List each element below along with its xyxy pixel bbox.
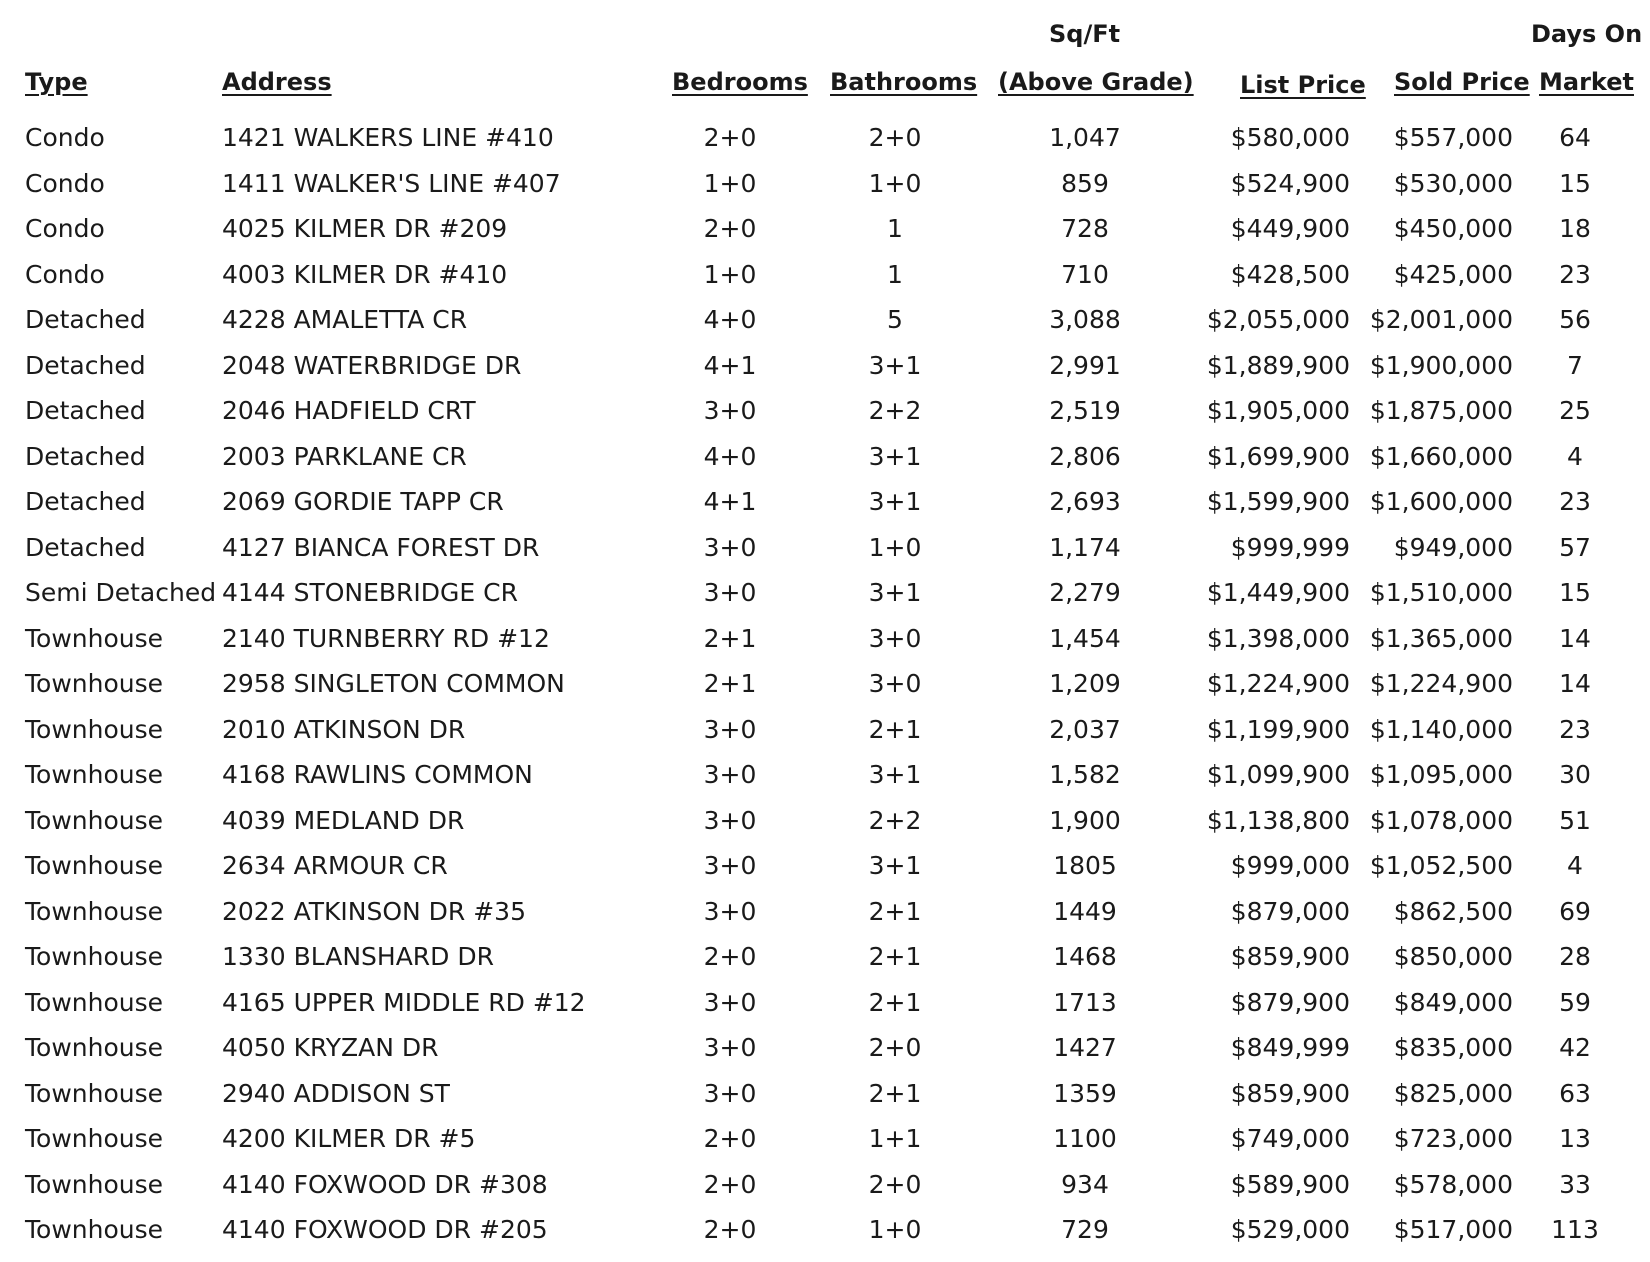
cell-type: Townhouse [25, 714, 164, 744]
cell-address: 4003 KILMER DR #410 [222, 259, 508, 289]
cell-days-on-market: 15 [1559, 578, 1591, 607]
cell-address: 2003 PARKLANE CR [222, 441, 467, 471]
cell-sold-price: $530,000 [1393, 168, 1513, 198]
cell-sold-price: $1,095,000 [1369, 760, 1513, 789]
cell-type: Townhouse [25, 1124, 164, 1153]
header-sold-price: Sold Price [1394, 68, 1530, 96]
cell-days-on-market: 113 [1551, 1215, 1599, 1244]
table-row [0, 252, 1650, 298]
cell-bedrooms: 3+0 [703, 532, 757, 562]
cell-bedrooms: 3+0 [703, 1033, 757, 1062]
cell-days-on-market: 30 [1559, 760, 1591, 789]
cell-list-price: $849,999 [1230, 1033, 1350, 1062]
cell-bedrooms: 4+1 [703, 350, 757, 380]
table-row [0, 297, 1650, 343]
cell-sqft: 729 [1061, 1215, 1109, 1244]
cell-sold-price: $723,000 [1393, 1124, 1513, 1153]
cell-address: 2634 ARMOUR CR [222, 851, 448, 880]
cell-sqft: 1,582 [1049, 760, 1121, 789]
cell-bedrooms: 4+0 [703, 305, 757, 334]
cell-type: Detached [25, 350, 146, 380]
header-sqft-line2: (Above Grade) [998, 68, 1194, 96]
table-row [0, 161, 1650, 207]
cell-days-on-market: 23 [1559, 487, 1591, 516]
cell-type: Townhouse [25, 851, 164, 880]
cell-type: Townhouse [25, 896, 164, 926]
cell-bedrooms: 3+0 [703, 851, 757, 880]
table-row [0, 707, 1650, 753]
table-row [0, 1025, 1650, 1071]
cell-sqft: 3,088 [1049, 305, 1121, 334]
cell-days-on-market: 33 [1559, 1169, 1591, 1199]
cell-bathrooms: 2+0 [868, 1169, 922, 1199]
cell-sqft: 1359 [1053, 1078, 1117, 1108]
cell-days-on-market: 13 [1559, 1124, 1591, 1153]
cell-bathrooms: 1 [887, 259, 903, 289]
header-dom-line2: Market [1539, 68, 1634, 96]
table-row [0, 434, 1650, 480]
cell-bathrooms: 1+0 [868, 1215, 922, 1244]
cell-sqft: 1,174 [1049, 532, 1121, 562]
cell-address: 4140 FOXWOOD DR #308 [222, 1169, 548, 1199]
cell-bathrooms: 3+0 [868, 623, 922, 653]
cell-list-price: $428,500 [1230, 259, 1350, 289]
cell-list-price: $999,999 [1230, 532, 1350, 562]
header-dom-line1: Days On [1531, 20, 1643, 48]
cell-type: Townhouse [25, 669, 164, 698]
table-row [0, 1207, 1650, 1253]
cell-address: 4140 FOXWOOD DR #205 [222, 1215, 548, 1244]
cell-address: 2069 GORDIE TAPP CR [222, 487, 504, 516]
table-row [0, 661, 1650, 707]
cell-type: Condo [25, 123, 105, 152]
cell-list-price: $1,199,900 [1206, 714, 1350, 744]
cell-sold-price: $1,052,500 [1369, 851, 1513, 880]
cell-sold-price: $1,510,000 [1369, 578, 1513, 607]
cell-type: Detached [25, 396, 146, 425]
cell-days-on-market: 4 [1567, 441, 1583, 471]
cell-bedrooms: 2+1 [703, 669, 757, 698]
cell-bedrooms: 3+0 [703, 987, 757, 1017]
cell-sold-price: $1,660,000 [1369, 441, 1513, 471]
cell-sqft: 1449 [1053, 896, 1117, 926]
cell-sold-price: $862,500 [1393, 896, 1513, 926]
cell-type: Townhouse [25, 760, 164, 789]
cell-sqft: 728 [1061, 214, 1109, 243]
cell-list-price: $1,398,000 [1206, 623, 1350, 653]
header-sqft-line1: Sq/Ft [1049, 20, 1121, 48]
cell-bathrooms: 3+1 [868, 760, 922, 789]
cell-days-on-market: 64 [1559, 123, 1591, 152]
cell-bedrooms: 3+0 [703, 805, 757, 835]
cell-address: 1330 BLANSHARD DR [222, 942, 494, 971]
cell-sqft: 859 [1061, 168, 1109, 198]
cell-type: Townhouse [25, 1033, 164, 1062]
cell-address: 2940 ADDISON ST [222, 1078, 450, 1108]
cell-list-price: $1,889,900 [1206, 350, 1350, 380]
cell-type: Condo [25, 214, 105, 243]
cell-days-on-market: 59 [1559, 987, 1591, 1017]
cell-days-on-market: 4 [1567, 851, 1583, 880]
header-bathrooms: Bathrooms [830, 68, 978, 96]
cell-sqft: 1713 [1053, 987, 1117, 1017]
table-row [0, 1116, 1650, 1162]
cell-list-price: $589,900 [1230, 1169, 1350, 1199]
cell-days-on-market: 63 [1559, 1078, 1591, 1108]
cell-list-price: $1,599,900 [1206, 487, 1350, 516]
cell-bathrooms: 1+0 [868, 532, 922, 562]
cell-sqft: 1468 [1053, 942, 1117, 971]
cell-bathrooms: 3+1 [868, 578, 922, 607]
cell-days-on-market: 14 [1559, 623, 1591, 653]
cell-bedrooms: 2+0 [703, 214, 757, 243]
cell-address: 2010 ATKINSON DR [222, 714, 466, 744]
cell-sqft: 2,037 [1049, 714, 1121, 744]
cell-address: 4228 AMALETTA CR [222, 305, 468, 334]
cell-bathrooms: 2+2 [868, 396, 922, 425]
cell-address: 1411 WALKER'S LINE #407 [222, 168, 561, 198]
table-row [0, 843, 1650, 889]
cell-bedrooms: 2+0 [703, 1215, 757, 1244]
cell-address: 2046 HADFIELD CRT [222, 396, 476, 425]
cell-bathrooms: 3+1 [868, 441, 922, 471]
table-row [0, 1071, 1650, 1117]
cell-list-price: $749,000 [1230, 1124, 1350, 1153]
cell-sold-price: $949,000 [1393, 532, 1513, 562]
cell-sqft: 934 [1061, 1169, 1109, 1199]
table-row [0, 525, 1650, 571]
cell-list-price: $1,699,900 [1206, 441, 1350, 471]
cell-sold-price: $1,224,900 [1369, 669, 1513, 698]
cell-type: Townhouse [25, 805, 164, 835]
cell-bathrooms: 2+1 [868, 1078, 922, 1108]
cell-sold-price: $1,875,000 [1369, 396, 1513, 425]
cell-days-on-market: 28 [1559, 942, 1591, 971]
table-row [0, 752, 1650, 798]
cell-sqft: 1,900 [1049, 805, 1121, 835]
cell-address: 2140 TURNBERRY RD #12 [222, 623, 550, 653]
table-row [0, 889, 1650, 935]
table-row [0, 980, 1650, 1026]
cell-days-on-market: 69 [1559, 896, 1591, 926]
cell-sqft: 1805 [1053, 851, 1117, 880]
cell-sqft: 2,279 [1049, 578, 1121, 607]
cell-bedrooms: 4+1 [703, 487, 757, 516]
cell-address: 4039 MEDLAND DR [222, 805, 465, 835]
cell-bathrooms: 2+1 [868, 987, 922, 1017]
cell-bedrooms: 1+0 [703, 259, 757, 289]
cell-bedrooms: 2+0 [703, 123, 757, 152]
cell-days-on-market: 23 [1559, 259, 1591, 289]
cell-list-price: $524,900 [1230, 168, 1350, 198]
table-row [0, 388, 1650, 434]
cell-sold-price: $517,000 [1393, 1215, 1513, 1244]
table-row [0, 1162, 1650, 1208]
cell-list-price: $580,000 [1230, 123, 1350, 152]
cell-sold-price: $825,000 [1393, 1078, 1513, 1108]
cell-sold-price: $1,600,000 [1369, 487, 1513, 516]
cell-days-on-market: 14 [1559, 669, 1591, 698]
cell-type: Detached [25, 305, 146, 334]
cell-address: 1421 WALKERS LINE #410 [222, 123, 554, 152]
cell-sold-price: $1,078,000 [1369, 805, 1513, 835]
cell-list-price: $449,900 [1230, 214, 1350, 243]
cell-sqft: 2,806 [1049, 441, 1121, 471]
cell-sold-price: $849,000 [1393, 987, 1513, 1017]
table-row [0, 570, 1650, 616]
cell-bathrooms: 3+1 [868, 487, 922, 516]
cell-address: 4200 KILMER DR #5 [222, 1124, 476, 1153]
cell-type: Townhouse [25, 1215, 164, 1244]
cell-list-price: $1,138,800 [1206, 805, 1350, 835]
cell-bathrooms: 2+2 [868, 805, 922, 835]
table-row [0, 798, 1650, 844]
cell-type: Townhouse [25, 1169, 164, 1199]
cell-bedrooms: 2+0 [703, 1169, 757, 1199]
cell-bedrooms: 4+0 [703, 441, 757, 471]
header-address: Address [222, 68, 332, 96]
cell-address: 4144 STONEBRIDGE CR [222, 578, 518, 607]
cell-list-price: $879,900 [1230, 987, 1350, 1017]
cell-list-price: $859,900 [1230, 942, 1350, 971]
cell-sold-price: $1,365,000 [1369, 623, 1513, 653]
cell-list-price: $859,900 [1230, 1078, 1350, 1108]
cell-bathrooms: 2+0 [868, 1033, 922, 1062]
cell-sold-price: $425,000 [1393, 259, 1513, 289]
cell-bedrooms: 2+0 [703, 1124, 757, 1153]
cell-sqft: 1,209 [1049, 669, 1121, 698]
cell-list-price: $1,224,900 [1206, 669, 1350, 698]
cell-bedrooms: 3+0 [703, 760, 757, 789]
cell-sqft: 1100 [1053, 1124, 1117, 1153]
cell-address: 4168 RAWLINS COMMON [222, 760, 533, 789]
cell-type: Townhouse [25, 623, 164, 653]
cell-bedrooms: 3+0 [703, 1078, 757, 1108]
cell-sold-price: $1,900,000 [1369, 350, 1513, 380]
cell-address: 4165 UPPER MIDDLE RD #12 [222, 987, 586, 1017]
cell-sold-price: $557,000 [1393, 123, 1513, 152]
cell-sqft: 2,693 [1049, 487, 1121, 516]
cell-bathrooms: 1 [887, 214, 903, 243]
table-row [0, 934, 1650, 980]
cell-type: Condo [25, 168, 105, 198]
header-type: Type [25, 68, 88, 96]
cell-sqft: 1,047 [1049, 123, 1121, 152]
cell-bathrooms: 2+1 [868, 714, 922, 744]
table-row [0, 115, 1650, 161]
cell-days-on-market: 15 [1559, 168, 1591, 198]
cell-bedrooms: 1+0 [703, 168, 757, 198]
cell-address: 4127 BIANCA FOREST DR [222, 532, 540, 562]
cell-bathrooms: 3+1 [868, 851, 922, 880]
cell-list-price: $529,000 [1230, 1215, 1350, 1244]
cell-sold-price: $450,000 [1393, 214, 1513, 243]
cell-address: 2958 SINGLETON COMMON [222, 669, 565, 698]
cell-sold-price: $1,140,000 [1369, 714, 1513, 744]
cell-bedrooms: 2+1 [703, 623, 757, 653]
cell-address: 4025 KILMER DR #209 [222, 214, 508, 243]
cell-type: Detached [25, 532, 146, 562]
table-row [0, 343, 1650, 389]
table-row [0, 206, 1650, 252]
cell-days-on-market: 51 [1559, 805, 1591, 835]
cell-days-on-market: 42 [1559, 1033, 1591, 1062]
cell-bathrooms: 1+0 [868, 168, 922, 198]
cell-days-on-market: 7 [1567, 350, 1583, 380]
cell-days-on-market: 56 [1559, 305, 1591, 334]
cell-type: Detached [25, 441, 146, 471]
cell-sold-price: $578,000 [1393, 1169, 1513, 1199]
cell-type: Condo [25, 259, 105, 289]
cell-days-on-market: 23 [1559, 714, 1591, 744]
cell-bathrooms: 3+1 [868, 350, 922, 380]
cell-bathrooms: 2+0 [868, 123, 922, 152]
cell-address: 2022 ATKINSON DR #35 [222, 896, 526, 926]
cell-sqft: 710 [1061, 259, 1109, 289]
table-row [0, 479, 1650, 525]
cell-list-price: $1,099,900 [1206, 760, 1350, 789]
cell-sqft: 2,991 [1049, 350, 1121, 380]
table-row [0, 616, 1650, 662]
header-bedrooms: Bedrooms [672, 68, 808, 96]
cell-type: Townhouse [25, 1078, 164, 1108]
header-list-price: List Price [1240, 71, 1366, 99]
cell-address: 4050 KRYZAN DR [222, 1033, 439, 1062]
cell-bedrooms: 3+0 [703, 396, 757, 425]
cell-sqft: 1427 [1053, 1033, 1117, 1062]
cell-bathrooms: 2+1 [868, 896, 922, 926]
cell-type: Townhouse [25, 987, 164, 1017]
cell-bathrooms: 5 [887, 305, 903, 334]
cell-sold-price: $835,000 [1393, 1033, 1513, 1062]
cell-bathrooms: 3+0 [868, 669, 922, 698]
cell-type: Semi Detached [25, 578, 217, 607]
cell-list-price: $1,905,000 [1206, 396, 1350, 425]
cell-bathrooms: 2+1 [868, 942, 922, 971]
cell-list-price: $2,055,000 [1206, 305, 1350, 334]
cell-bedrooms: 3+0 [703, 896, 757, 926]
cell-type: Townhouse [25, 942, 164, 971]
cell-sqft: 2,519 [1049, 396, 1121, 425]
cell-address: 2048 WATERBRIDGE DR [222, 350, 522, 380]
cell-days-on-market: 18 [1559, 214, 1591, 243]
cell-bedrooms: 2+0 [703, 942, 757, 971]
cell-bedrooms: 3+0 [703, 714, 757, 744]
cell-sold-price: $2,001,000 [1369, 305, 1513, 334]
cell-bathrooms: 1+1 [868, 1124, 922, 1153]
cell-list-price: $1,449,900 [1206, 578, 1350, 607]
cell-sold-price: $850,000 [1393, 942, 1513, 971]
cell-list-price: $999,000 [1230, 851, 1350, 880]
cell-days-on-market: 57 [1559, 532, 1591, 562]
cell-list-price: $879,000 [1230, 896, 1350, 926]
cell-sqft: 1,454 [1049, 623, 1121, 653]
cell-type: Detached [25, 487, 146, 516]
cell-days-on-market: 25 [1559, 396, 1591, 425]
cell-bedrooms: 3+0 [703, 578, 757, 607]
